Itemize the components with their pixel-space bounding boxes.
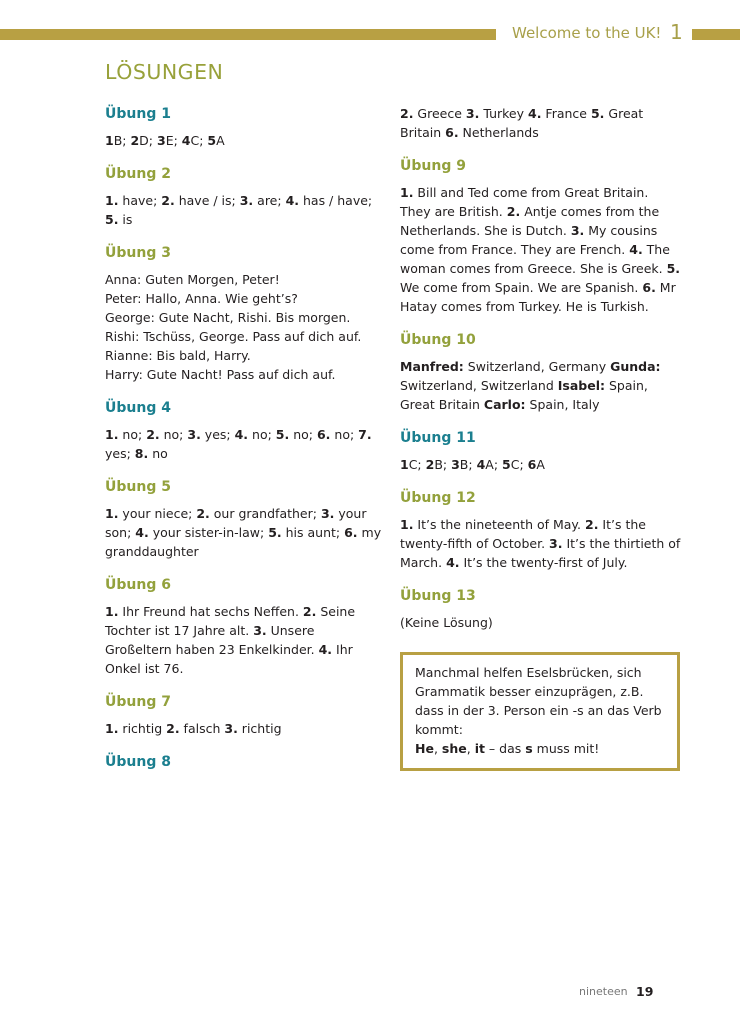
answer-line: George: Gute Nacht, Rishi. Bis morgen. <box>105 310 351 325</box>
exercise-heading: Übung 10 <box>400 332 476 348</box>
answer-fragment: It’s the thirtieth of March. <box>400 536 681 570</box>
exercise-section <box>105 692 383 738</box>
answer-fragment: are; <box>253 193 286 208</box>
exercise-heading: Übung 8 <box>105 754 171 770</box>
answer-fragment: your son; <box>105 506 367 540</box>
answer-fragment: Greece <box>413 106 466 121</box>
exercise-heading: Übung 6 <box>105 577 171 593</box>
exercise-section <box>400 428 682 474</box>
answer-number: 3. <box>224 721 238 736</box>
tip-emphasis: s <box>525 741 533 756</box>
tip-box <box>400 652 680 771</box>
answer-fragment: A <box>536 457 545 472</box>
tip-rule <box>415 739 665 758</box>
exercise-section <box>105 164 383 229</box>
answer-number: 3. <box>465 106 480 121</box>
answer-fragment: have / is; <box>174 193 240 208</box>
answer-fragment: no; <box>289 427 317 442</box>
answer-fragment: richtig <box>237 721 282 736</box>
answer-fragment: my granddaughter <box>105 525 382 559</box>
answer-number: 4. <box>234 427 249 442</box>
page-number: 19 <box>636 984 654 999</box>
chapter-title: Welcome to the UK! <box>512 24 662 42</box>
answer-number: 2. <box>506 204 521 219</box>
answer-number: 4. <box>135 525 149 540</box>
answer-number: 4 <box>181 133 191 148</box>
answer-fragment: A; <box>485 457 503 472</box>
answer-fragment: no; <box>330 427 359 442</box>
answer-fragment: A <box>216 133 225 148</box>
answer-number: 1 <box>400 457 409 472</box>
answer-fragment: richtig <box>118 721 167 736</box>
tip-emphasis: she <box>441 741 467 756</box>
answer-text <box>400 357 682 414</box>
answer-number: 1. <box>400 517 414 532</box>
answer-fragment: B; <box>459 457 477 472</box>
answer-number: 5. <box>666 261 681 276</box>
answer-fragment: falsch <box>179 721 225 736</box>
answer-fragment: Switzerland, Germany <box>463 359 611 374</box>
answer-text <box>105 131 383 150</box>
exercise-section <box>400 330 682 414</box>
header-bar-right <box>692 29 740 40</box>
exercise-heading: Übung 11 <box>400 430 476 446</box>
answer-fragment: Bill and Ted come from Great Britain. They are British. <box>400 185 649 219</box>
answer-text <box>400 515 682 572</box>
answer-fragment: Great Britain <box>400 106 644 140</box>
answer-fragment: Ihr Freund hat sechs Neffen. <box>118 604 303 619</box>
exercise-heading: Übung 2 <box>105 166 171 182</box>
chapter-number: 1 <box>670 20 683 44</box>
answer-number: 2. <box>196 506 210 521</box>
answer-fragment: Switzerland, Switzerland <box>400 378 558 393</box>
answer-number: 3. <box>253 623 267 638</box>
answer-number: 7. <box>358 427 372 442</box>
exercise-heading: Übung 5 <box>105 479 171 495</box>
exercise-heading: Übung 3 <box>105 245 171 261</box>
answer-number: 2 <box>130 133 140 148</box>
exercise-heading: Übung 13 <box>400 588 476 604</box>
answer-text <box>400 183 682 316</box>
answer-number: 3 <box>156 133 166 148</box>
answer-number: 6. <box>642 280 656 295</box>
answer-number: 2. <box>400 106 414 121</box>
exercise-section <box>400 156 682 316</box>
answer-fragment: no; <box>159 427 188 442</box>
answer-fragment: your niece; <box>118 506 197 521</box>
answer-text <box>400 104 682 142</box>
answer-number: Isabel: <box>557 378 605 393</box>
answer-line: Anna: Guten Morgen, Peter! <box>105 272 280 287</box>
exercise-section <box>105 104 383 150</box>
answer-fragment: E; <box>165 133 182 148</box>
answer-number: 4. <box>446 555 460 570</box>
answer-fragment: our grandfather; <box>209 506 321 521</box>
exercise-section <box>400 586 682 632</box>
right-column <box>400 104 682 771</box>
answer-fragment: B; <box>434 457 452 472</box>
answer-line: Peter: Hallo, Anna. Wie geht’s? <box>105 291 298 306</box>
left-column <box>105 104 383 786</box>
answer-number: 5. <box>268 525 282 540</box>
answer-number: 4. <box>318 642 333 657</box>
answer-number: 5. <box>590 106 605 121</box>
answer-number: 5 <box>207 133 217 148</box>
answer-fragment: France <box>541 106 591 121</box>
answer-number: Manfred: <box>400 359 464 374</box>
answer-number: 6. <box>445 125 459 140</box>
answer-number: 3. <box>320 506 335 521</box>
answer-number: Gunda: <box>610 359 661 374</box>
answer-line: Harry: Gute Nacht! Pass auf dich auf. <box>105 367 336 382</box>
answer-fragment: We come from Spain. We are Spanish. <box>400 280 643 295</box>
answer-fragment: has / have; <box>299 193 373 208</box>
answer-fragment: no; <box>118 427 147 442</box>
answer-number: 6. <box>316 427 331 442</box>
answer-number: 2. <box>585 517 599 532</box>
answer-number: 1. <box>400 185 414 200</box>
answer-number: 1. <box>105 604 119 619</box>
answer-fragment: is <box>118 212 133 227</box>
answer-fragment: Spain, Italy <box>525 397 600 412</box>
answer-fragment: (Keine Lösung) <box>400 615 493 630</box>
tip-text: Manchmal helfen Eselsbrücken, sich Grammatik besser einzuprägen, z.B. dass in der 3. Person ein -s an das Verb kommt: <box>415 665 662 737</box>
answer-line: Rishi: Tschüss, George. Pass auf dich auf. <box>105 329 362 344</box>
answer-number: 8. <box>134 446 149 461</box>
exercise-section <box>105 575 383 678</box>
answer-number: 1 <box>105 133 114 148</box>
answer-text <box>105 191 383 229</box>
answer-fragment: his aunt; <box>281 525 345 540</box>
answer-fragment: C; <box>408 457 426 472</box>
exercise-section <box>105 752 383 772</box>
answer-fragment: Spain, Great Britain <box>400 378 648 412</box>
answer-number: 1. <box>105 721 119 736</box>
answer-number: Carlo: <box>483 397 526 412</box>
answer-fragment: Netherlands <box>458 125 539 140</box>
answer-number: 1. <box>105 193 119 208</box>
answer-fragment: C; <box>190 133 208 148</box>
tip-fragment: , <box>433 741 442 756</box>
answer-fragment: Antje comes from the Netherlands. She is Dutch. <box>400 204 660 238</box>
answer-text <box>400 455 682 474</box>
answer-number: 3. <box>187 427 201 442</box>
answer-fragment: C; <box>510 457 528 472</box>
answer-number: 2. <box>166 721 180 736</box>
answer-fragment: It’s the twenty-fifth of October. <box>400 517 646 551</box>
answer-fragment: The woman comes from Greece. She is Greek. <box>400 242 670 276</box>
answer-number: 2 <box>425 457 435 472</box>
answer-fragment: yes; <box>105 446 135 461</box>
tip-emphasis: it <box>474 741 485 756</box>
header-bar-left <box>0 29 496 40</box>
answer-text <box>105 425 383 463</box>
answer-fragment: Ihr Onkel ist 76. <box>105 642 353 676</box>
tip-fragment: muss mit! <box>532 741 600 756</box>
answer-number: 1. <box>105 427 119 442</box>
exercise-section <box>105 398 383 463</box>
exercise-heading: Übung 4 <box>105 400 171 416</box>
answer-number: 3. <box>239 193 254 208</box>
exercise-section <box>105 243 383 384</box>
answer-fragment: Mr Hatay comes from Turkey. He is Turkish. <box>400 280 676 314</box>
page-title: LÖSUNGEN <box>105 60 224 84</box>
tip-fragment: – das <box>484 741 526 756</box>
answer-number: 2. <box>161 193 175 208</box>
answer-fragment: My cousins come from France. They are French. <box>400 223 658 257</box>
exercise-section <box>105 477 383 561</box>
answer-text <box>105 719 383 738</box>
answer-number: 4. <box>285 193 300 208</box>
exercise-heading: Übung 9 <box>400 158 466 174</box>
exercise-heading: Übung 12 <box>400 490 476 506</box>
answer-number: 5. <box>275 427 290 442</box>
tip-emphasis: He <box>415 741 434 756</box>
answer-fragment: B; <box>113 133 131 148</box>
answer-number: 2. <box>302 604 317 619</box>
exercise-heading: Übung 7 <box>105 694 171 710</box>
answer-fragment: D; <box>139 133 157 148</box>
answer-fragment: have; <box>118 193 162 208</box>
exercise-heading: Übung 1 <box>105 106 171 122</box>
answer-number: 3. <box>549 536 563 551</box>
answer-fragment: It’s the twenty-first of July. <box>459 555 628 570</box>
answer-number: 1. <box>105 506 119 521</box>
answer-number: 6. <box>344 525 358 540</box>
answer-number: 3 <box>451 457 460 472</box>
answer-number: 5 <box>502 457 511 472</box>
answer-fragment: your sister-in-law; <box>148 525 269 540</box>
answer-number: 4. <box>629 242 643 257</box>
answer-text <box>400 613 682 632</box>
answer-fragment: It’s the nineteenth of May. <box>413 517 585 532</box>
answer-line: Rianne: Bis bald, Harry. <box>105 348 251 363</box>
answer-number: 6 <box>527 457 537 472</box>
exercise-section <box>400 488 682 572</box>
answer-fragment: no; <box>248 427 276 442</box>
answer-number: 2. <box>146 427 160 442</box>
answer-fragment: Unsere Großeltern haben 23 Enkelkinder. <box>105 623 319 657</box>
answer-number: 5. <box>105 212 119 227</box>
answer-fragment: yes; <box>200 427 235 442</box>
page-number-word: nineteen <box>579 985 628 998</box>
answer-fragment: Turkey <box>479 106 528 121</box>
answer-fragment: no <box>148 446 168 461</box>
answer-number: 3. <box>570 223 585 238</box>
tip-fragment: , <box>466 741 475 756</box>
answer-text <box>105 504 383 561</box>
answer-number: 4 <box>476 457 486 472</box>
answer-number: 4. <box>528 106 542 121</box>
answer-fragment: Seine Tochter ist 17 Jahre alt. <box>105 604 356 638</box>
answer-text <box>105 602 383 678</box>
exercise-section <box>400 104 682 142</box>
